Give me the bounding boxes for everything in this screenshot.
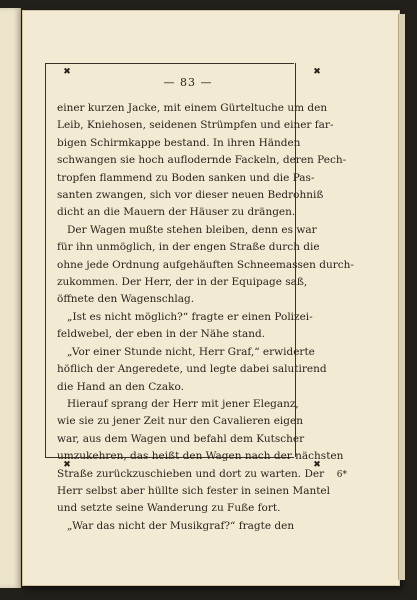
text-line: höflich der Angeredete, und legte dabei salutirend xyxy=(57,363,327,376)
text-line: öffnete den Wagenschlag. xyxy=(57,293,195,306)
text-line: feldwebel, der eben in der Nähe stand. xyxy=(57,328,266,341)
text-line: santen zwangen, sich vor dieser neuen Bedrohniß xyxy=(57,189,324,202)
text-line: „War das nicht der Musikgraf?“ fragte den xyxy=(67,519,295,532)
text-line: bigen Schirmkappe bestand. In ihren Händen xyxy=(57,136,301,149)
text-line: war, aus dem Wagen und befahl dem Kutscher xyxy=(57,432,305,445)
text-line: „Vor einer Stunde nicht, Herr Graf,“ erwiderte xyxy=(67,345,315,358)
text-line: die Hand an den Czako. xyxy=(57,380,184,393)
text-line: dicht an die Mauern der Häuser zu drängen. xyxy=(57,206,296,219)
text-line: ohne jede Ordnung aufgehäuften Schneemassen durch- xyxy=(57,258,354,271)
text-line: Hierauf sprang der Herr mit jener Eleganz, xyxy=(67,397,299,410)
facing-page-edge xyxy=(0,8,21,588)
body-text xyxy=(57,100,354,535)
text-line: und setzte seine Wanderung zu Fuße fort. xyxy=(57,502,281,515)
text-line: wie sie zu jener Zeit nur den Cavalieren eigen xyxy=(57,415,303,428)
text-line: tropfen flammend zu Boden sanken und die Pas- xyxy=(57,171,315,184)
signature-mark: 6* xyxy=(336,470,347,480)
text-line: Der Wagen mußte stehen bleiben, denn es war xyxy=(67,223,317,236)
corner-ornament-icon: ✖ xyxy=(313,460,321,470)
text-line: für ihn unmöglich, in der engen Straße durch die xyxy=(57,241,320,254)
text-line: schwangen sie hoch auflodernde Fackeln, deren Pech- xyxy=(57,154,347,167)
page-number: — 83 — xyxy=(163,76,213,89)
frame-top-rule xyxy=(45,63,294,64)
text-line: zukommen. Der Herr, der in der Equipage saß, xyxy=(57,276,308,289)
text-line: Herr selbst aber hüllte sich fester in seinen Mantel xyxy=(57,484,331,497)
page-edge xyxy=(398,14,405,580)
text-line: einer kurzen Jacke, mit einem Gürteltuche um den xyxy=(57,102,328,114)
text-line: „Ist es nicht möglich?“ fragte er einen Polizei- xyxy=(67,310,313,323)
text-line: Straße zurückzuschieben und dort zu warten. Der xyxy=(57,467,325,480)
corner-ornament-icon: ✖ xyxy=(313,67,321,77)
corner-ornament-icon: ✖ xyxy=(63,460,71,470)
text-line: Leib, Kniehosen, seidenen Strümpfen und einer far- xyxy=(57,119,334,132)
corner-ornament-icon: ✖ xyxy=(63,67,71,77)
text-line: umzukehren, das heißt den Wagen nach der nächsten xyxy=(57,450,344,463)
